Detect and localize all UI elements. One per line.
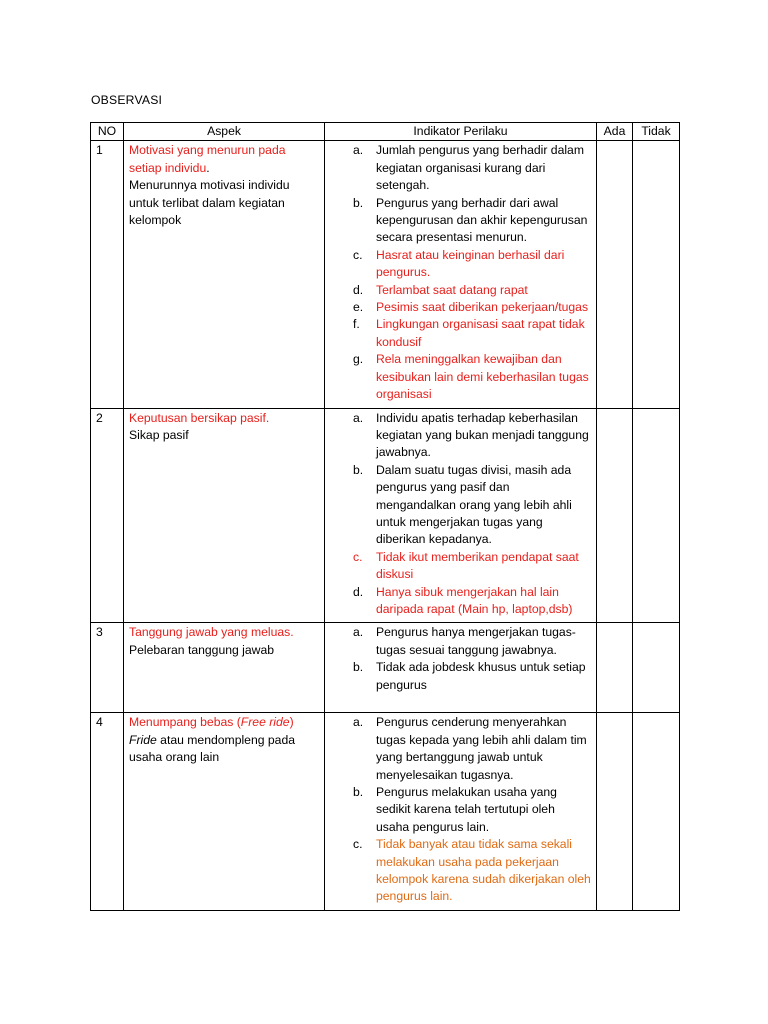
item-text: Pengurus melakukan usaha yang sedikit karena telah tertutupi oleh usaha pengurus lain. (376, 785, 557, 834)
header-ada: Ada (597, 123, 633, 141)
aspek-description: atau mendompleng pada usaha orang lain (129, 732, 296, 765)
item-text: Tidak banyak atau tidak sama sekali melakukan usaha pada pekerjaan kelompok karena sudah dikerjakan oleh pengurus lain. (376, 837, 591, 904)
list-item (330, 316, 591, 351)
item-marker: d. (353, 282, 364, 297)
indikator-cell (325, 623, 597, 713)
indikator-list (330, 410, 591, 619)
list-item (330, 142, 591, 194)
aspek-description: Menurunnya motivasi individu untuk terlibat dalam kegiatan kelompok (129, 178, 290, 228)
item-marker: d. (353, 584, 364, 599)
header-aspek: Aspek (124, 123, 325, 141)
observation-table (90, 122, 680, 911)
item-text: Rela meninggalkan kewajiban dan kesibukan lain demi keberhasilan tugas organisasi (376, 352, 589, 402)
item-text: Tidak ada jobdesk khusus untuk setiap pengurus (376, 660, 586, 692)
item-text: Tidak ikut memberikan pendapat saat diskusi (376, 549, 579, 582)
list-item (330, 624, 591, 659)
item-text: Individu apatis terhadap keberhasilan kegiatan yang bukan menjadi tanggung jawabnya. (376, 410, 589, 460)
item-marker: a. (353, 410, 364, 425)
aspek-cell (124, 713, 325, 910)
header-tidak: Tidak (633, 123, 680, 141)
aspek-heading: Tanggung jawab yang meluas. (129, 625, 294, 640)
item-marker: c. (353, 549, 363, 564)
item-text: Pengurus cenderung menyerahkan tugas kepada yang lebih ahli dalam tim yang bertanggung jawab untuk menyelesaikan tugasnya. (376, 715, 587, 782)
item-text: Pengurus yang berhadir dari awal kepengurusan dan akhir kepengurusan secara presentasi menurun. (376, 195, 588, 245)
aspek-heading: Motivasi yang menurun pada setiap individu (129, 143, 286, 175)
tidak-cell[interactable] (633, 141, 680, 408)
tidak-cell[interactable] (633, 623, 680, 713)
list-item (330, 410, 591, 462)
item-text: Dalam suatu tugas divisi, masih ada pengurus yang pasif dan mengandalkan orang yang lebih ahli untuk mengerjakan tugas yang diberikan kepadanya. (376, 462, 572, 547)
row-number: 1 (91, 141, 124, 408)
item-marker: f. (353, 317, 360, 332)
item-text: Hasrat atau keinginan berhasil dari pengurus. (376, 247, 565, 280)
document-title: OBSERVASI (91, 93, 163, 107)
aspek-term: Fride (129, 732, 157, 747)
item-marker: b. (353, 660, 364, 675)
list-item (330, 299, 591, 316)
list-item (330, 282, 591, 299)
aspek-cell: Motivasi yang menurun pada setiap individu. Menurunnya motivasi individu untuk terlibat dalam kegiatan kelompok (124, 141, 325, 408)
list-item (330, 714, 591, 784)
header-indikator: Indikator Perilaku (325, 123, 597, 141)
item-text: Hanya sibuk mengerjakan hal lain daripada rapat (Main hp, laptop,dsb) (376, 584, 573, 616)
ada-cell[interactable] (597, 141, 633, 408)
table-row (91, 623, 680, 713)
list-item (330, 247, 591, 282)
row-number: 2 (91, 408, 124, 623)
aspek-description: Sikap pasif (129, 427, 189, 442)
row-number: 3 (91, 623, 124, 713)
item-marker: c. (353, 247, 363, 262)
tidak-cell[interactable] (633, 713, 680, 910)
item-marker: g. (353, 352, 364, 367)
aspek-cell (124, 623, 325, 713)
aspek-description: Pelebaran tanggung jawab (129, 642, 275, 657)
indikator-cell (325, 141, 597, 408)
item-marker: b. (353, 785, 364, 799)
tidak-cell[interactable] (633, 408, 680, 623)
item-text: Jumlah pengurus yang berhadir dalam kegiatan organisasi kurang dari setengah. (376, 143, 584, 193)
table-row (91, 408, 680, 623)
item-marker: b. (353, 462, 364, 477)
list-item (330, 462, 591, 549)
list-item (330, 584, 591, 619)
aspek-cell (124, 408, 325, 623)
list-item (330, 351, 591, 403)
ada-cell[interactable] (597, 713, 633, 910)
indikator-cell (325, 408, 597, 623)
list-item (330, 549, 591, 584)
aspek-heading-close: ) (289, 715, 294, 730)
aspek-heading: Keputusan bersikap pasif. (129, 410, 270, 425)
item-marker: b. (353, 195, 364, 210)
item-marker: a. (353, 715, 364, 730)
indikator-list (330, 624, 591, 694)
indikator-cell (325, 713, 597, 910)
item-text: Terlambat saat datang rapat (376, 282, 528, 297)
item-text: Pesimis saat diberikan pekerjaan/tugas (376, 300, 589, 315)
aspek-heading: Menumpang bebas ( (129, 715, 241, 730)
indikator-list (330, 142, 591, 403)
table-row (91, 141, 680, 408)
list-item (330, 784, 591, 836)
ada-cell[interactable] (597, 408, 633, 623)
row-number: 4 (91, 713, 124, 910)
table-row (91, 713, 680, 910)
list-item (330, 195, 591, 247)
item-text: Lingkungan organisasi saat rapat tidak kondusif (376, 317, 585, 349)
aspek-heading-italic: Free ride (240, 715, 290, 730)
list-item (330, 836, 591, 906)
ada-cell[interactable] (597, 623, 633, 713)
item-marker: e. (353, 300, 364, 315)
header-row (91, 123, 680, 141)
list-item (330, 659, 591, 694)
indikator-list (330, 714, 591, 905)
item-text: Pengurus hanya mengerjakan tugas-tugas sesuai tanggung jawabnya. (376, 625, 576, 657)
item-marker: a. (353, 143, 364, 158)
item-marker: c. (353, 837, 363, 852)
item-marker: a. (353, 625, 364, 640)
header-no: NO (91, 123, 124, 141)
